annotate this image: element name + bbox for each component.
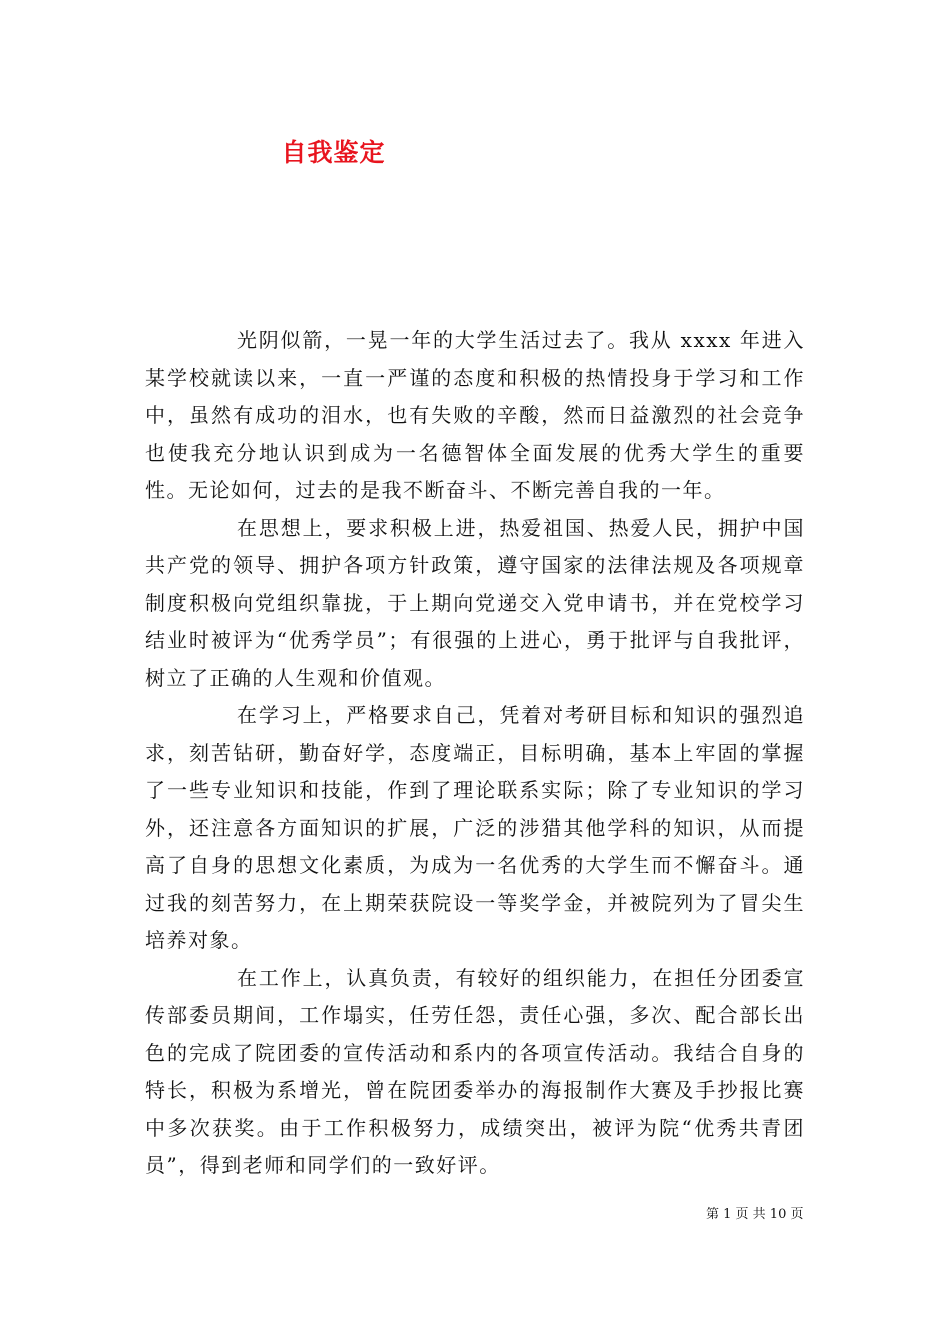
- paragraph-ideology: 在思想上，要求积极上进，热爱祖国、热爱人民，拥护中国共产党的领导、拥护各项方针政策，遵守国家的法律法规及各项规章制度积极向党组织靠拢，于上期向党递交入党申请书，并在党校学习结业时被评为“优秀学员”；有很强的上进心，勇于批评与自我批评，树立了正确的人生观和价值观。: [145, 515, 805, 690]
- page-number-footer: 第 1 页 共 10 页: [706, 1207, 804, 1222]
- document-title: [0, 133, 950, 169]
- document-body: [145, 322, 805, 1185]
- paragraph-work: 在工作上，认真负责，有较好的组织能力，在担任分团委宣传部委员期间，工作塌实，任劳任怨，责任心强，多次、配合部长出色的完成了院团委的宣传活动和系内的各项宣传活动。我结合自身的特长，积极为系增光，曾在院团委举办的海报制作大赛及手抄报比赛中多次获奖。由于工作积极努力，成绩突出，被评为院“优秀共青团员”，得到老师和同学们的一致好评。: [145, 965, 805, 1177]
- paragraph-study: 在学习上，严格要求自己，凭着对考研目标和知识的强烈追求，刻苦钻研，勤奋好学，态度端正，目标明确，基本上牢固的掌握了一些专业知识和技能，作到了理论联系实际；除了专业知识的学习外，还注意各方面知识的扩展，广泛的涉猎其他学科的知识，从而提高了自身的思想文化素质，为成为一名优秀的大学生而不懈奋斗。通过我的刻苦努力，在上期荣获院设一等奖学金，并被院列为了冒尖生培养对象。: [145, 703, 805, 952]
- paragraph-intro: 光阴似箭，一晃一年的大学生活过去了。我从 xxxx 年进入某学校就读以来，一直一严谨的态度和积极的热情投身于学习和工作中，虽然有成功的泪水，也有失败的辛酸，然而日益激烈的社会竞争也使我充分地认识到成为一名德智体全面发展的优秀大学生的重要性。无论如何，过去的是我不断奋斗、不断完善自我的一年。: [145, 328, 805, 502]
- document-title-text: 自我鉴定: [281, 138, 386, 167]
